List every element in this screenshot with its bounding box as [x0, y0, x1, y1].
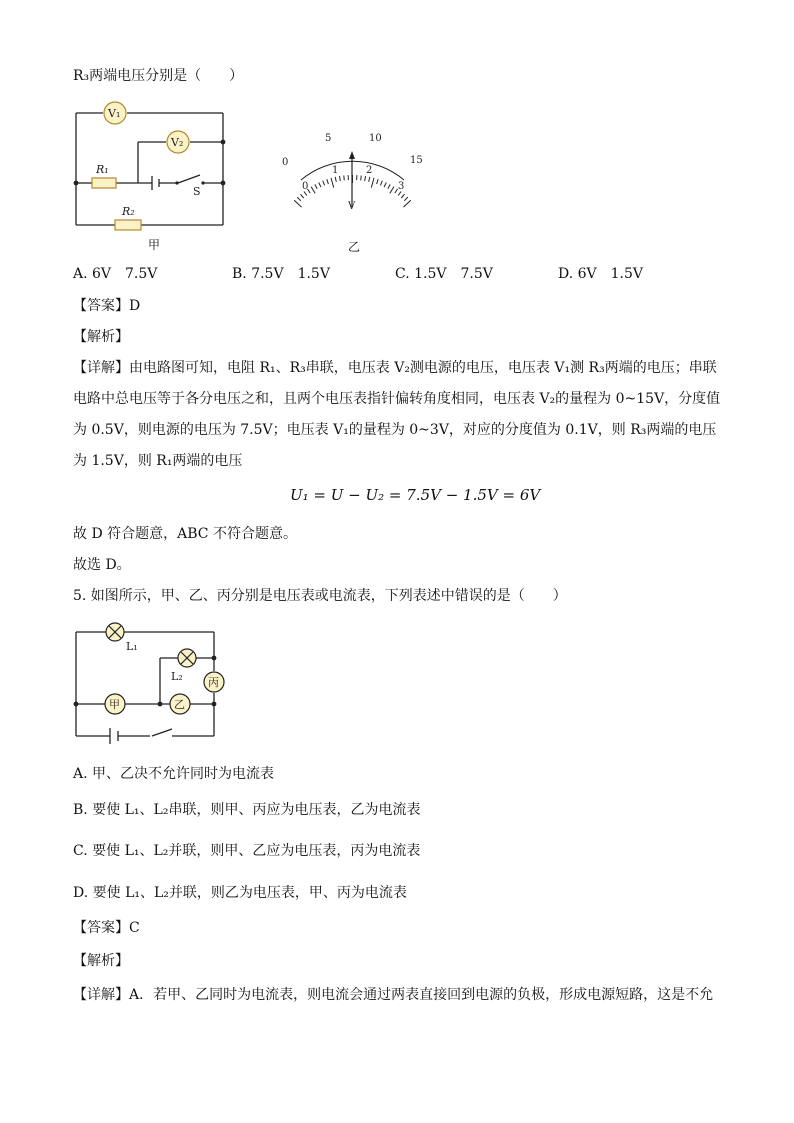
dial-tick-mark	[388, 184, 390, 188]
l1-label: L₁	[126, 640, 138, 653]
dial-tick-mark	[319, 183, 321, 188]
v1-meter-label: V₁	[108, 107, 121, 120]
dial-tick-mark	[361, 176, 362, 181]
dial-bottom-tick-0: 0	[302, 181, 309, 192]
dial-bottom-tick-2: 2	[366, 165, 373, 176]
meter-jia-label: 甲	[109, 698, 120, 711]
q4-stem-tail: R₃两端电压分别是（ ）	[73, 68, 244, 84]
dial-tick-mark	[377, 179, 379, 184]
dial-tick-mark	[371, 178, 374, 188]
dial-tick-mark	[311, 187, 315, 194]
dial-tick-mark	[294, 200, 301, 207]
figure-jia-caption: 甲	[148, 238, 161, 252]
dial-tick-mark	[323, 181, 325, 186]
q5-option-d: D. 要使 L₁、L₂并联，则乙为电压表，甲、丙为电流表	[73, 885, 407, 901]
dial-tick-mark	[398, 192, 401, 196]
dial-tick-mark	[390, 187, 394, 194]
switch-label: S	[193, 185, 201, 198]
dial-tick-mark	[369, 177, 370, 182]
v2-meter-label: V₂	[171, 136, 184, 149]
circuit-diagram-jia	[68, 95, 238, 235]
q4-final-choice: 故选 D。	[73, 557, 131, 573]
dial-bottom-tick-3: 3	[398, 181, 405, 192]
meter-bing-label: 丙	[208, 676, 219, 689]
dial-tick-mark	[384, 183, 386, 188]
dial-tick-mark	[301, 194, 304, 198]
dial-tick-mark	[335, 177, 336, 182]
q4-formula: U₁ = U − U₂ = 7.5V − 1.5V = 6V	[290, 486, 541, 504]
q4-option-b: B. 7.5V 1.5V	[232, 266, 330, 282]
q4-option-a: A. 6V 7.5V	[73, 266, 158, 282]
dial-tick-mark	[344, 176, 345, 181]
dial-unit: V	[348, 201, 356, 212]
r1-label: R₁	[96, 163, 109, 176]
dial-tick-mark	[327, 179, 329, 184]
dial-top-tick-10: 10	[369, 133, 382, 144]
q5-answer: 【答案】C	[73, 920, 140, 936]
dial-top-tick-15: 15	[410, 155, 423, 166]
q5-analysis-heading: 【解析】	[73, 953, 129, 969]
dial-tick-mark	[404, 197, 408, 201]
q5-option-a: A. 甲、乙决不允许同时为电流表	[73, 766, 275, 782]
r2-label: R₂	[122, 205, 135, 218]
dial-top-tick-5: 5	[325, 133, 332, 144]
dial-tick-mark	[404, 200, 411, 207]
q5-option-c: C. 要使 L₁、L₂并联，则甲、乙应为电压表，丙为电流表	[73, 843, 421, 859]
q4-option-c: C. 1.5V 7.5V	[395, 266, 493, 282]
q4-option-d: D. 6V 1.5V	[558, 266, 644, 282]
dial-tick-mark	[304, 192, 307, 196]
dial-tick-mark	[340, 176, 341, 181]
q4-conclusion: 故 D 符合题意，ABC 不符合题意。	[73, 526, 297, 542]
q4-analysis-heading: 【解析】	[73, 329, 129, 345]
q5-option-b: B. 要使 L₁、L₂串联，则甲、丙应为电压表，乙为电流表	[73, 802, 421, 818]
circuit-diagram-q5	[68, 618, 243, 748]
dial-tick-mark	[380, 181, 382, 186]
q5-detail-paragraph: 【详解】A．若甲、乙同时为电流表，则电流会通过两表直接回到电源的负极，形成电源短路，这是不允	[73, 987, 714, 1003]
meter-yi-label: 乙	[174, 698, 185, 711]
dial-bottom-tick-1: 1	[332, 165, 339, 176]
dial-tick-mark	[365, 176, 366, 181]
q5-stem: 5. 如图所示，甲、乙、丙分别是电压表或电流表，下列表述中错误的是（ ）	[73, 588, 567, 604]
voltmeter-dial-yi	[280, 125, 430, 225]
dial-tick-mark	[401, 194, 404, 198]
dial-top-tick-0: 0	[282, 157, 289, 168]
l2-label: L₂	[171, 670, 183, 683]
dial-tick-mark	[297, 197, 301, 201]
figure-yi-caption: 乙	[348, 240, 361, 254]
q4-detail-paragraph: 【详解】由电路图可知，电阻 R₁、R₃串联，电压表 V₂测电源的电压，电压表 V₁测 R₃两端的电压；串联电路中总电压等于各分电压之和，且两个电压表指针偏转角度相同，电压表 V₂的量程为 0~15V，分度值为 0.5V，则电源的电压为 7.5V；电压表 V₁的量程为 0~3V，对应的分度值为 0.1V，则 R₃两端的电压为 1.5V，则 R₁两端的电压	[73, 360, 721, 469]
dial-tick-mark	[315, 184, 317, 188]
dial-tick-mark	[331, 178, 334, 188]
q4-answer: 【答案】D	[73, 298, 141, 314]
